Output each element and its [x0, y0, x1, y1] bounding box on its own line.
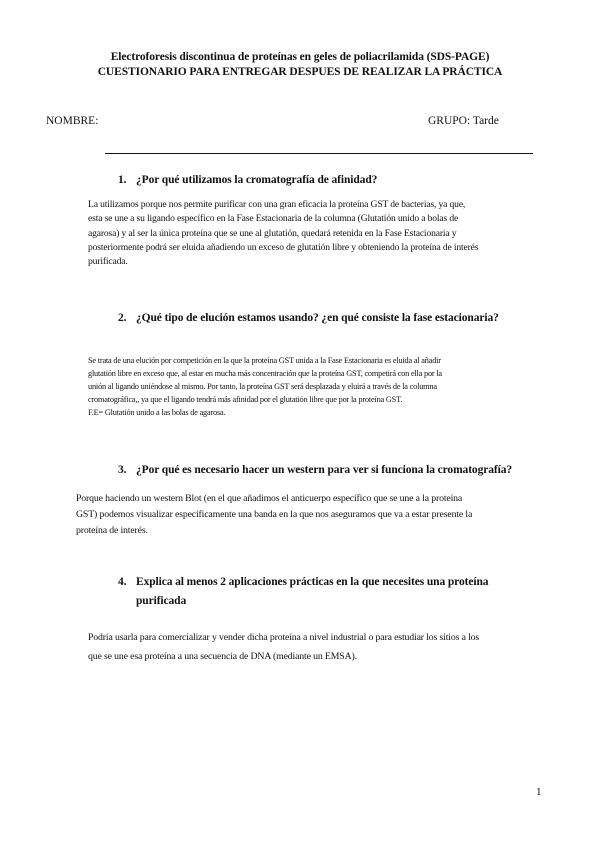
answer-1-line: La utilizamos porque nos permite purificar con una gran eficacia la proteína GST de bacterias, ya que, [88, 199, 466, 210]
answer-2-line: unión al ligando uniéndose al mismo. Por tanto, la proteína GST será desplazada y eluirá a través de la columna [88, 382, 437, 391]
answer-3-line: proteína de interés. [76, 525, 148, 536]
answer-1-line: purificada. [88, 256, 128, 268]
answer-2-line: glutatión libre en exceso que, al estar en mucha más concentración que la proteína GST, competirá con ella por la [88, 369, 442, 378]
answer-3-line: GST) podemos visualizar específicamente una banda en la que nos aseguramos que va a estar presente la [76, 509, 473, 520]
answer-2-line: cromatográfica,, ya que el ligando tendrá más afinidad por el glutatión libre que por la proteína GST. [88, 395, 403, 404]
answer-1-line: esta se une a su ligando específico en la Fase Estacionaria de la columna (Glutatión unido a bolas de [88, 213, 459, 225]
group-label: GRUPO: Tarde [428, 115, 499, 127]
question-4-text-line-2: purificada [136, 595, 187, 607]
answer-1 [88, 198, 548, 269]
page-number: 1 [536, 786, 542, 798]
answer-4 [88, 628, 558, 666]
name-label: NOMBRE: [46, 115, 99, 127]
question-4-number: 4. [118, 576, 127, 588]
question-3-text: ¿Por qué es necesario hacer un western para ver si funciona la cromatografía? [136, 464, 513, 476]
answer-2 [88, 354, 558, 419]
question-1-text: ¿Por qué utilizamos la cromatografía de afinidad? [136, 174, 378, 186]
name-underline [105, 153, 533, 154]
question-2-text: ¿Qué tipo de elución estamos usando? ¿en qué consiste la fase estacionaria? [136, 312, 499, 324]
question-2 [118, 310, 499, 326]
question-3 [118, 462, 512, 478]
question-4 [118, 573, 488, 611]
title-line-1: Electroforesis discontinua de proteínas en geles de poliacrilamida (SDS-PAGE) [110, 51, 490, 63]
question-1-number: 1. [118, 174, 127, 186]
document-title [0, 50, 600, 80]
question-3-number: 3. [118, 464, 127, 476]
answer-4-line: que se une esa proteína a una secuencia de DNA (mediante un EMSA). [88, 651, 357, 662]
answer-1-line: agarosa) y al ser la única proteína que se une al glutatión, quedará retenida en la Fase Estacionaria y [88, 227, 457, 239]
question-4-text-line-1: Explica al menos 2 aplicaciones prácticas en la que necesites una proteína [136, 576, 489, 588]
answer-3-line: Porque haciendo un western Blot (en el que añadimos el anticuerpo específico que se une a la proteína [76, 493, 463, 504]
question-2-number: 2. [118, 312, 127, 324]
answer-3 [76, 491, 556, 539]
answer-2-line: Se trata de una elución por competición en la que la proteína GST unida a la Fase Estacionaria es eluida al añadir [88, 356, 441, 365]
question-1 [118, 172, 377, 188]
answer-4-line: Podría usarla para comercializar y vender dicha proteína a nivel industrial o para estudiar los sitios a los [88, 632, 480, 643]
answer-2-line: F.E= Glutatión unido a las bolas de agarosa. [88, 408, 226, 417]
answer-1-line: posteriormente podrá ser eluida añadiendo un exceso de glutatión libre y obteniendo la proteína de interés [88, 241, 479, 253]
title-line-2: CUESTIONARIO PARA ENTREGAR DESPUES DE REALIZAR LA PRÁCTICA [97, 66, 503, 78]
